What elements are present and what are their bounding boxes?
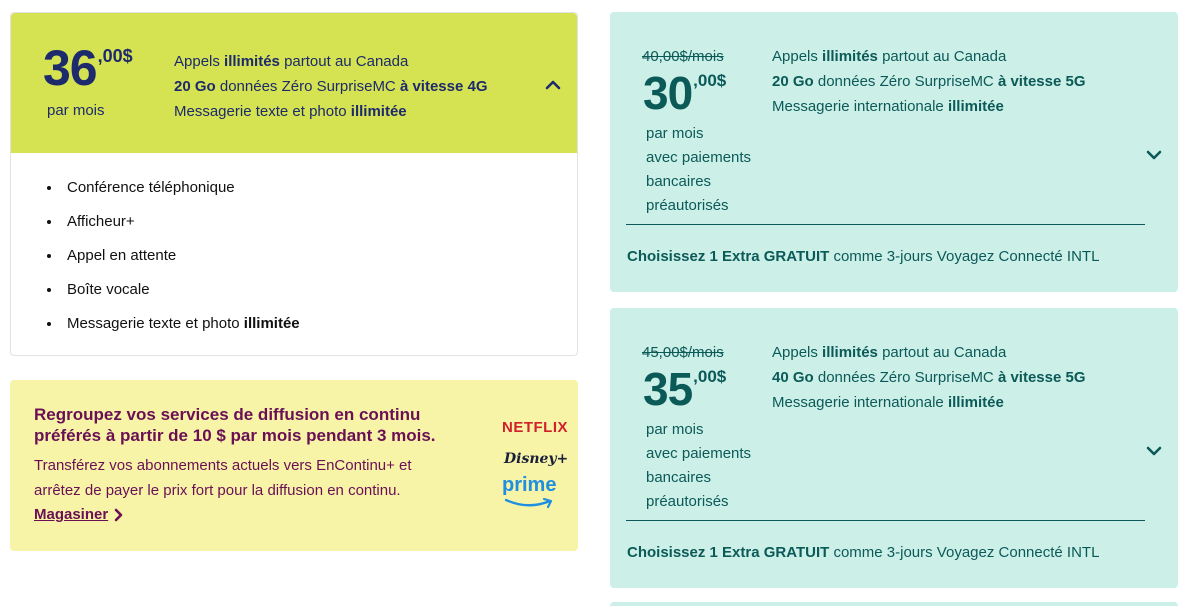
chevron-right-icon [114,508,124,522]
disney-plus-logo: Disney+ [504,451,569,467]
prime-smile-icon [504,497,556,509]
feature-data: 20 Go données Zéro SurpriseMC à vitesse 4G [174,78,488,95]
feature-calls: Appels illimités partout au Canada [772,344,1007,361]
plan-price: $36^{,00\$}$ [43,40,133,96]
divider [626,520,1145,521]
plan-card-next[interactable] [610,602,1178,606]
plan-features [772,340,1086,415]
chevron-down-icon[interactable] [1146,147,1162,163]
chevron-up-icon[interactable] [545,77,561,93]
divider [626,224,1145,225]
feature-calls: Appels illimités partout au Canada [174,53,409,70]
prime-logo: prime [502,474,557,496]
feature-messaging: Messagerie internationale illimitée [772,394,1004,411]
feature-data: 20 Go données Zéro SurpriseMC à vitesse 5G [772,73,1086,90]
plan-feature-list [11,153,577,341]
streaming-promo-banner [10,380,578,551]
chevron-down-icon[interactable] [1146,443,1162,459]
promo-title: Regroupez vos services de diffusion en continu préférés à partir de 10 $ par mois pendant 3 mois. [34,405,436,445]
extra-offer: Choisissez 1 Extra GRATUIT comme 3-jours Voyagez Connecté INTL [627,544,1100,561]
promo-body: Transférez vos abonnements actuels vers EnContinu+ et arrêtez de payer le prix fort pour la diffusion en continu. [34,457,412,499]
per-month-label: par mois [47,102,105,119]
extra-offer: Choisissez 1 Extra GRATUIT comme 3-jours Voyagez Connecté INTL [627,248,1100,265]
list-item: Conférence téléphonique [47,171,577,205]
per-month-label: par mois avec paiements bancaires préautorisés [646,125,752,214]
feature-messaging: Messagerie internationale illimitée [772,98,1004,115]
plan-card-36 [10,12,578,356]
per-month-label: par mois avec paiements bancaires préautorisés [646,421,752,510]
plan-features [174,49,488,124]
plan-price: $35^{,00\$}$ [643,363,727,415]
plan-features [772,44,1086,119]
list-item: Appel en attente [47,239,577,273]
plan-card-30[interactable] [610,12,1178,292]
list-item: Messagerie texte et photo illimitée [47,307,577,341]
feature-messaging: Messagerie texte et photo illimitée [174,103,407,120]
old-price: 45,00$/mois [642,344,724,361]
feature-data: 40 Go données Zéro SurpriseMC à vitesse 5G [772,369,1086,386]
shop-link[interactable]: Magasiner [34,506,124,523]
plan-card-35[interactable] [610,308,1178,588]
plan-price: $30^{,00\$}$ [643,67,727,119]
list-item: Afficheur+ [47,205,577,239]
netflix-logo: NETFLIX [502,419,568,436]
list-item: Boîte vocale [47,273,577,307]
old-price: 40,00$/mois [642,48,724,65]
plan-header[interactable] [11,13,577,153]
feature-calls: Appels illimités partout au Canada [772,48,1007,65]
